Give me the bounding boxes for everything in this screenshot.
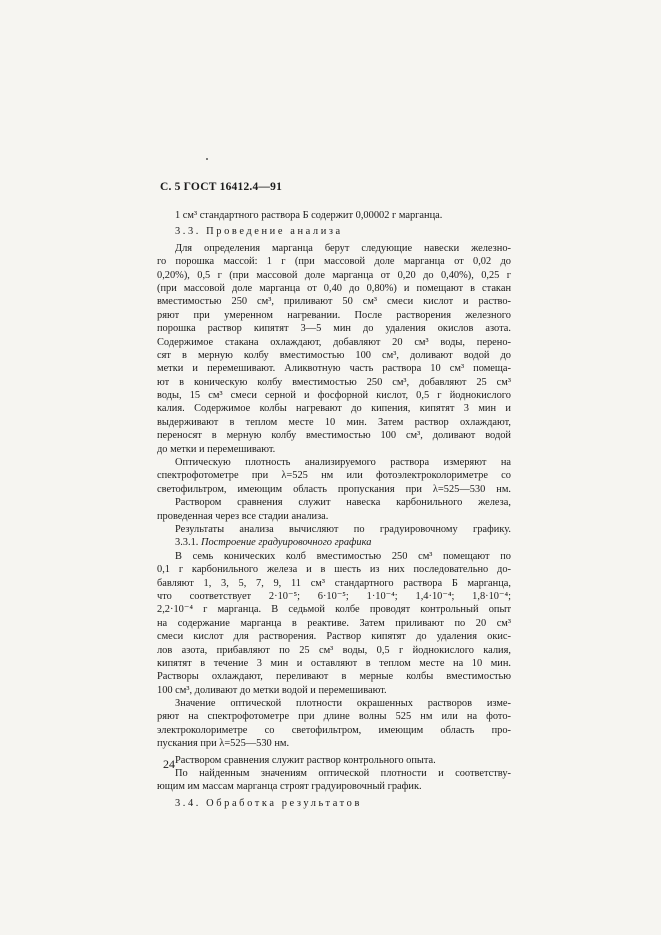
text-line: порошка раствор кипятят 3—5 мин до удаления окислов азота. xyxy=(157,323,511,335)
body-text xyxy=(157,209,511,810)
text-line: электроколориметре со светофильтром, имеющим область про- xyxy=(157,724,511,736)
text-line: что соответствует 2·10⁻⁵; 6·10⁻⁵; 1·10⁻⁴; 1,4·10⁻⁴; 1,8·10⁻⁴; xyxy=(157,590,511,602)
text-line: вместимостью 250 см³, приливают 50 см³ смеси кислот и раство- xyxy=(157,296,511,308)
text-line: метки и перемешивают. Аликвотную часть раствора 10 см³ помеща- xyxy=(157,363,511,375)
text-line: Оптическую плотность анализируемого раствора измеряют на xyxy=(175,457,511,469)
text-line: 3.3. Проведение анализа xyxy=(175,226,343,238)
text-line: 2,2·10⁻⁴ г марганца. В седьмой колбе проводят контрольный опыт xyxy=(157,604,511,616)
text-line: Растворы охлаждают, переливают в мерные колбы вместимостью xyxy=(157,671,511,683)
text-line: спектрофотометре при λ=525 нм или фотоэлектроколориметре со xyxy=(157,470,511,482)
text-line: Раствором сравнения служит раствор контрольного опыта. xyxy=(175,754,436,766)
text-line: ряют на спектрофотометре при длине волны 525 нм или на фото- xyxy=(157,711,511,723)
text-line: бавляют 1, 3, 5, 7, 9, 11 см³ стандартного раствора Б марганца, xyxy=(157,577,511,589)
page-number: 24 xyxy=(163,757,175,771)
running-header: С. 5 ГОСТ 16412.4—91 xyxy=(160,181,283,193)
text-line: кипятят в течение 3 мин и оставляют в теплом месте на 10 мин. xyxy=(157,657,511,669)
text-line: 0,1 г карбонильного железа и в шесть из них последовательно до- xyxy=(157,564,511,576)
text-line: сят в мерную колбу вместимостью 100 см³, доливают водой до xyxy=(157,349,511,361)
text-line: По найденным значениям оптической плотности и соответству- xyxy=(175,768,511,780)
text-line: Для определения марганца берут следующие навески железно- xyxy=(175,242,511,254)
text-line: (при массовой доле марганца от 0,40 до 0,80%) и помещают в стакан xyxy=(157,282,511,294)
text-line: Результаты анализа вычисляют по градуировочному графику. xyxy=(175,523,511,535)
text-line: ющим им массам марганца строят градуировочный график. xyxy=(157,781,422,793)
text-line: пускания при λ=525—530 нм. xyxy=(157,738,290,750)
text-line: В семь конических колб вместимостью 250 см³ помещают по xyxy=(175,550,511,562)
text-line: го порошка массой: 1 г (при массовой доле марганца от 0,02 до xyxy=(157,256,511,268)
text-line: 1 см³ стандартного раствора Б содержит 0,00002 г марганца. xyxy=(175,210,443,221)
text-line: 100 см³, доливают до метки водой и перемешивают. xyxy=(157,684,387,696)
text-line: воды, 15 см³ смеси серной и фосфорной кислот, 0,5 г йоднокислого xyxy=(157,390,511,402)
text-line: ют в коническую колбу вместимостью 250 см³, добавляют 25 см³ xyxy=(157,376,511,388)
text-line: Значение оптической плотности окрашенных растворов изме- xyxy=(175,698,511,710)
text-line: до метки и перемешивают. xyxy=(157,443,276,455)
scan-speck xyxy=(206,158,208,160)
text-line: проведенная через все стадии анализа. xyxy=(157,510,329,522)
text-line: 0,20%), 0,5 г (при массовой доле марганца от 0,20 до 0,40%), 0,25 г xyxy=(157,269,511,281)
text-line: Раствором сравнения служит навеска карбонильного железа, xyxy=(175,497,511,509)
text-line: ряют при умеренном нагревании. После растворения железного xyxy=(157,309,511,321)
text-line: 3.3.1. Построение градуировочного графика xyxy=(175,537,372,549)
text-line: калия. Содержимое колбы нагревают до кипения, кипятят 3 мин и xyxy=(157,403,511,415)
text-line: смеси кислот для растворения. Раствор кипятят до удаления окис- xyxy=(157,631,511,643)
text-line: на содержание марганца в реактиве. Затем приливают по 20 см³ xyxy=(157,617,511,629)
text-line: лов азота, прибавляют по 25 см³ воды, 0,5 г йоднокислого калия, xyxy=(157,644,511,656)
text-line: светофильтром, имеющим область пропускания при λ=525—530 нм. xyxy=(157,483,511,495)
text-line: выдерживают в теплом месте 10 мин. Затем раствор охлаждают, xyxy=(157,416,511,428)
text-line: переносят в мерную колбу вместимостью 100 см³, доливают водой xyxy=(157,430,511,442)
text-line: 3.4. Обработка результатов xyxy=(175,797,362,809)
text-line: Содержимое стакана охлаждают, добавляют 20 см³ воды, перено- xyxy=(157,336,511,348)
